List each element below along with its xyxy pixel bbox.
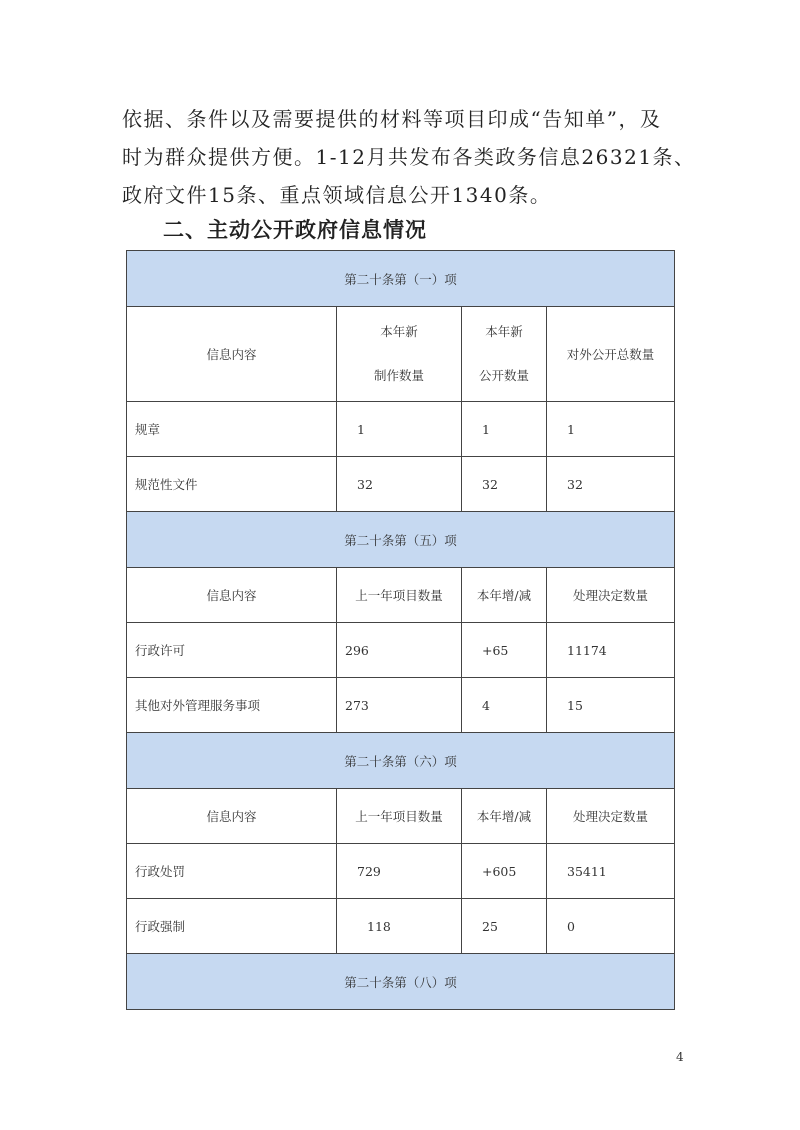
header-cell: 对外公开总数量: [547, 307, 675, 402]
table-row: [127, 457, 675, 512]
table-row: [127, 844, 675, 899]
table-cell: 规范性文件: [127, 457, 337, 512]
section-row: [127, 954, 675, 1010]
header-line: 公开数量: [478, 368, 529, 383]
header-cell: 本年增/减: [462, 568, 547, 623]
header-cell: 处理决定数量: [547, 789, 675, 844]
table-row: [127, 402, 675, 457]
table-cell: 729: [337, 844, 462, 899]
header-cell: 信息内容: [127, 568, 337, 623]
header-cell: 上一年项目数量: [337, 568, 462, 623]
table-row: [127, 623, 675, 678]
table-cell: +65: [462, 623, 547, 678]
header-cell: 本年增/减: [462, 789, 547, 844]
section-row: [127, 251, 675, 307]
table-cell: 32: [547, 457, 675, 512]
intro-line-2: 时为群众提供方便。1-12月共发布各类政务信息26321条、: [122, 145, 696, 169]
table-cell: 1: [462, 402, 547, 457]
header-line: 制作数量: [373, 368, 424, 383]
header-cell: 信息内容: [127, 789, 337, 844]
intro-line-1: 依据、条件以及需要提供的材料等项目印成“告知单”，及: [122, 107, 662, 131]
header-row: [127, 789, 675, 844]
header-cell: 信息内容: [127, 307, 337, 402]
table-cell: 25: [462, 899, 547, 954]
section-title: 第二十条第（六）项: [127, 733, 675, 789]
section-row: [127, 733, 675, 789]
section-title: 第二十条第（五）项: [127, 512, 675, 568]
table-row: [127, 899, 675, 954]
header-cell: 上一年项目数量: [337, 789, 462, 844]
table-cell: 规章: [127, 402, 337, 457]
header-cell: 处理决定数量: [547, 568, 675, 623]
section-title: 第二十条第（八）项: [127, 954, 675, 1010]
header-cell: [337, 307, 462, 402]
table-cell: 118: [337, 899, 462, 954]
header-cell: [462, 307, 547, 402]
table-cell: 32: [462, 457, 547, 512]
header-row: [127, 307, 675, 402]
table-cell: 其他对外管理服务事项: [127, 678, 337, 733]
table-cell: 行政许可: [127, 623, 337, 678]
table-cell: 行政处罚: [127, 844, 337, 899]
disclosure-table: [126, 250, 675, 1010]
table-cell: 1: [547, 402, 675, 457]
table-cell: 35411: [547, 844, 675, 899]
table-cell: 296: [337, 623, 462, 678]
section-row: [127, 512, 675, 568]
table-cell: 行政强制: [127, 899, 337, 954]
header-row: [127, 568, 675, 623]
table-cell: 15: [547, 678, 675, 733]
table-row: [127, 678, 675, 733]
table-cell: +605: [462, 844, 547, 899]
table-cell: 11174: [547, 623, 675, 678]
header-line: 本年新: [485, 324, 523, 339]
table-cell: 273: [337, 678, 462, 733]
header-line: 本年新: [380, 324, 418, 339]
section-heading: 二、主动公开政府信息情况: [163, 218, 427, 242]
table-cell: 0: [547, 899, 675, 954]
intro-line-3: 政府文件15条、重点领域信息公开1340条。: [122, 183, 552, 207]
page-number: 4: [676, 1050, 684, 1064]
table-cell: 4: [462, 678, 547, 733]
intro-paragraph: [122, 100, 696, 214]
table-cell: 32: [337, 457, 462, 512]
section-title: 第二十条第（一）项: [127, 251, 675, 307]
table-cell: 1: [337, 402, 462, 457]
